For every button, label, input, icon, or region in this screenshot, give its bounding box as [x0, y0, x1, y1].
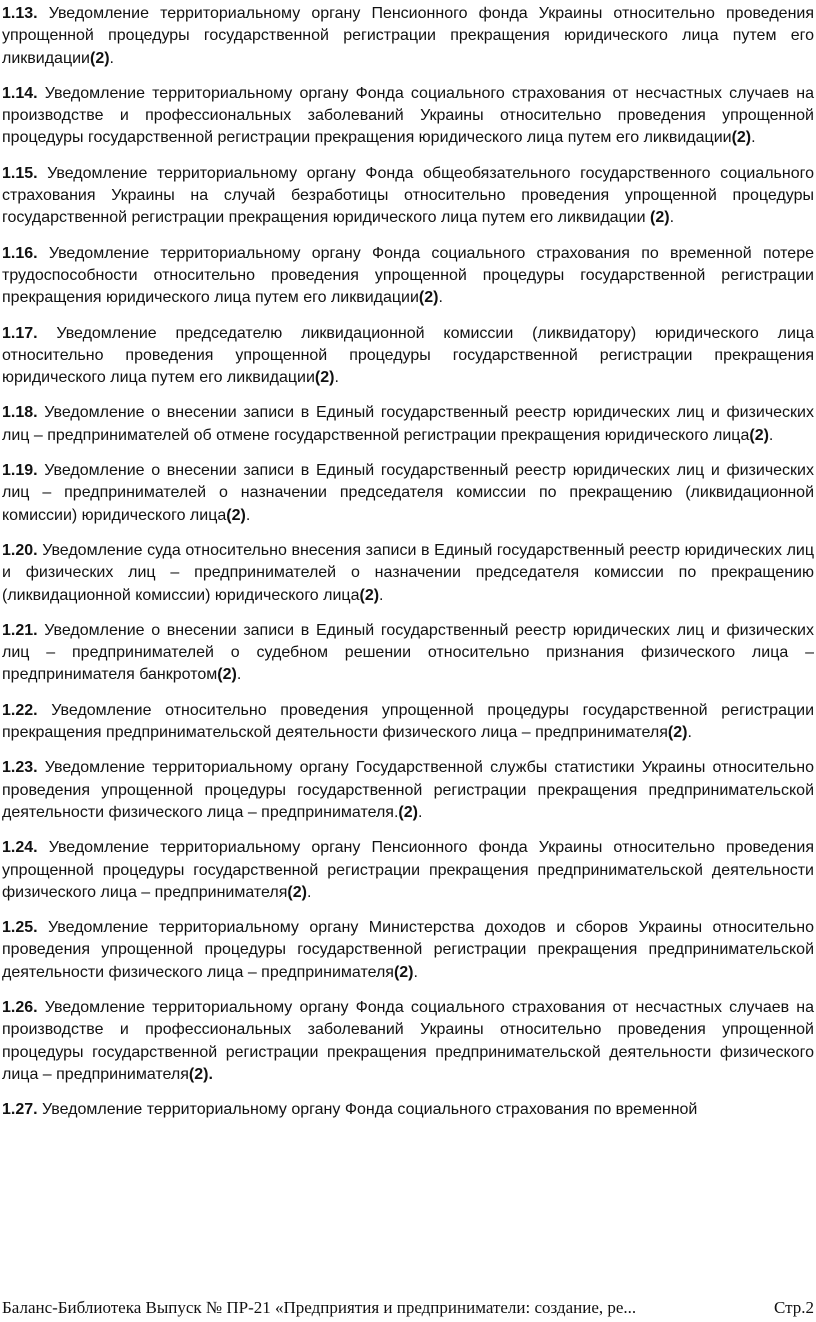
list-item-1-24: [2, 837, 814, 904]
item-reference: (2): [89, 49, 110, 67]
document-body: [2, 3, 814, 1134]
item-text: Уведомление территориальному органу Фонда социального страхования по временной: [37, 1101, 698, 1119]
item-text: Уведомление о внесении записи в Единый государственный реестр юридических лиц и физических лиц – предпринимателей о назначении председателя комиссии по прекращению (ликвидационной комиссии) юридического лица: [2, 462, 814, 524]
item-reference: (2): [398, 803, 418, 821]
item-text: Уведомление о внесении записи в Единый государственный реестр юридических лиц и физических лиц – предпринимателей о судебном решении относительно признания физического лица – предпринимателя банкротом: [2, 621, 814, 684]
list-item-1-23: [2, 757, 814, 824]
item-reference: (2).: [188, 1065, 213, 1083]
item-text: Уведомление территориальному органу Пенсионного фонда Украины относительно проведения упрощенной процедуры государственной регистрации прекращения юридического лица путем его ликвидации: [2, 5, 814, 67]
list-item-1-25: [2, 917, 814, 984]
item-text: Уведомление территориальному органу Фонда общеобязательного государственного социального страхования Украины на случай безработицы относительно проведения упрощенной процедуры государственной регистрации прекращения юридического лица путем его ликвидации: [2, 164, 814, 227]
item-number: 1.18.: [2, 404, 38, 422]
item-number: 1.27.: [2, 1101, 38, 1119]
page-footer: [2, 1298, 814, 1318]
list-item-1-19: [2, 460, 814, 527]
item-number: 1.20.: [2, 541, 38, 559]
item-reference: (2): [217, 666, 237, 684]
item-tail: .: [109, 49, 114, 67]
item-number: 1.19.: [2, 462, 38, 480]
item-text: Уведомление территориальному органу Фонда социального страхования по временной потере трудоспособности относительно проведения упрощенной процедуры государственной регистрации прекращения юридического лица путем его ликвидации: [2, 244, 814, 307]
item-reference: (2): [393, 963, 414, 981]
item-tail: .: [438, 289, 443, 307]
list-item-1-16: [2, 243, 814, 310]
item-tail: .: [334, 369, 339, 387]
item-number: 1.24.: [2, 839, 38, 857]
item-number: 1.26.: [2, 998, 38, 1016]
item-tail: .: [768, 426, 774, 444]
item-text: Уведомление территориальному органу Фонда социального страхования от несчастных случаев на производстве и профессиональных заболеваний Украины относительно проведения упрощенной процедуры государственной регистрации прекращения юридического лица путем его ликвидации: [2, 84, 814, 147]
item-number: 1.14.: [2, 84, 38, 102]
item-text: Уведомление территориальному органу Пенсионного фонда Украины относительно проведения упрощенной процедуры государственной регистрации прекращения предпринимательской деятельности физического лица – предпринимателя: [2, 839, 814, 901]
list-item-1-20: [2, 540, 814, 607]
item-reference: (2): [749, 426, 769, 444]
item-number: 1.21.: [2, 621, 38, 639]
item-text: Уведомление территориальному органу Министерства доходов и сборов Украины относительно проведения упрощенной процедуры государственной регистрации прекращения предпринимательской деятельности физического лица – предпринимателя: [2, 919, 814, 981]
item-tail: .: [751, 129, 756, 147]
item-reference: (2): [667, 724, 688, 742]
list-item-1-26: [2, 997, 814, 1086]
item-tail: .: [417, 803, 423, 821]
item-reference: (2): [731, 129, 752, 147]
list-item-1-27: [2, 1099, 814, 1121]
item-reference: (2): [359, 586, 380, 604]
item-text: Уведомление суда относительно внесения записи в Единый государственный реестр юридических лиц и физических лиц – предпринимателей о назначении председателя комиссии по прекращению (ликвидационной комиссии) юридического лица: [2, 541, 814, 604]
item-tail: .: [379, 586, 384, 604]
item-text: Уведомление о внесении записи в Единый государственный реестр юридических лиц и физических лиц – предпринимателей об отмене государственной регистрации прекращения юридического лица: [2, 404, 814, 444]
list-item-1-21: [2, 620, 814, 687]
item-number: 1.13.: [2, 5, 38, 22]
item-number: 1.16.: [2, 244, 38, 262]
item-reference: (2): [314, 369, 335, 387]
item-number: 1.22.: [2, 701, 38, 719]
item-number: 1.25.: [2, 919, 38, 937]
list-item-1-14: [2, 83, 814, 150]
item-tail: .: [669, 209, 675, 227]
item-text: Уведомление председателю ликвидационной комиссии (ликвидатору) юридического лица относительно проведения упрощенной процедуры государственной регистрации прекращения юридического лица путем его ликвидации: [2, 324, 814, 387]
item-text: Уведомление территориальному органу Фонда социального страхования от несчастных случаев на производстве и профессиональных заболеваний Украины относительно проведения упрощенной процедуры государственной регистрации прекращения предпринимательской деятельности физического лица – предпринимателя: [2, 998, 814, 1083]
item-reference: (2): [418, 289, 439, 307]
page-number: Стр.2: [773, 1298, 814, 1317]
item-tail: .: [306, 883, 312, 901]
item-number: 1.17.: [2, 324, 38, 342]
item-text: Уведомление относительно проведения упрощенной процедуры государственной регистрации прекращения предпринимательской деятельности физического лица – предпринимателя: [2, 701, 814, 742]
item-reference: (2): [226, 506, 246, 524]
footer-title: Баланс-Библиотека Выпуск № ПР-21 «Предприятия и предприниматели: создание, ре...: [2, 1298, 637, 1317]
item-tail: .: [236, 666, 242, 684]
item-tail: .: [413, 963, 418, 981]
list-item-1-18: [2, 402, 814, 447]
list-item-1-22: [2, 700, 814, 745]
item-tail: .: [245, 506, 251, 524]
item-reference: (2): [287, 883, 307, 901]
item-number: 1.15.: [2, 164, 38, 182]
item-text: Уведомление территориальному органу Государственной службы статистики Украины относительно проведения упрощенной процедуры государственной регистрации прекращения предпринимательской деятельности физического лица – предпринимателя.: [2, 759, 814, 821]
item-reference: (2): [650, 209, 670, 227]
item-number: 1.23.: [2, 759, 38, 777]
list-item-1-17: [2, 323, 814, 390]
item-tail: .: [687, 724, 692, 742]
list-item-1-15: [2, 163, 814, 230]
list-item-1-13: [2, 3, 814, 70]
